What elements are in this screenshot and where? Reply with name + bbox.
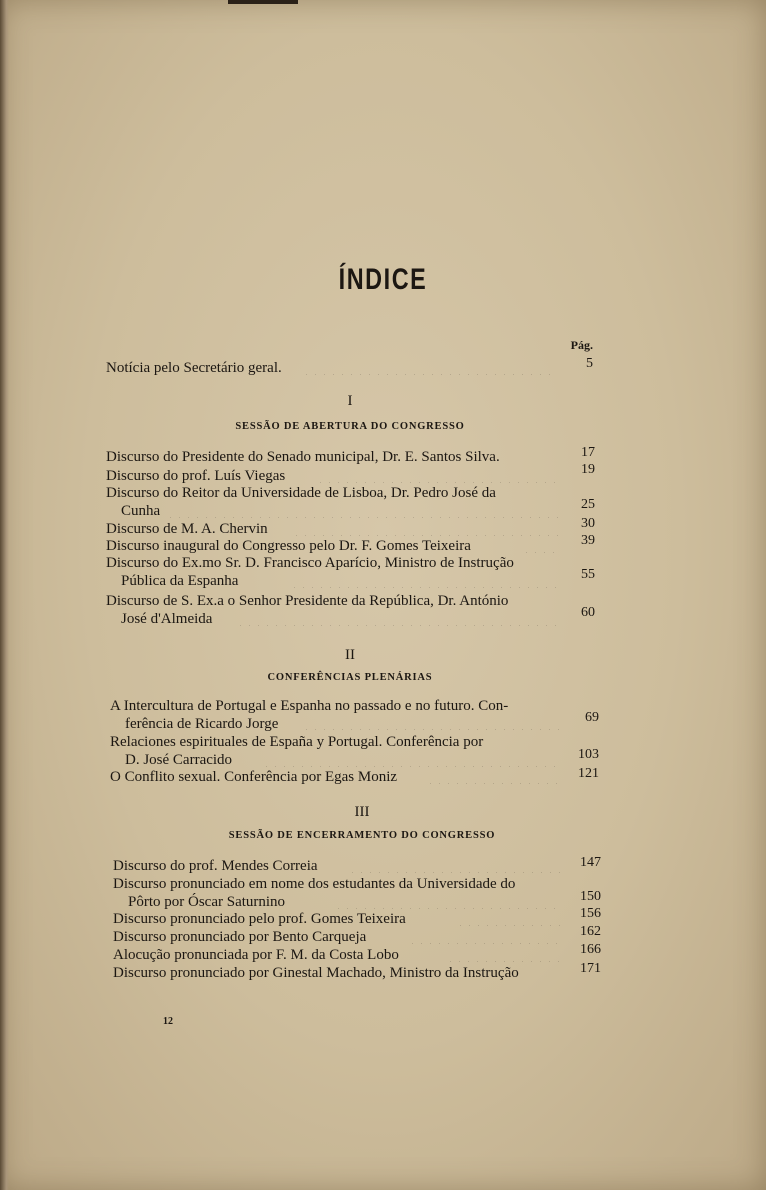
toc-page-number: 25 <box>581 497 595 512</box>
dot-leader <box>166 504 558 518</box>
toc-entry-label: D. José Carracido <box>125 752 233 768</box>
toc-page-number: 162 <box>580 924 601 939</box>
dot-leader <box>334 895 562 909</box>
dot-leader <box>302 716 560 730</box>
toc-entry-label: Notícia pelo Secretário geral. <box>106 360 282 376</box>
dot-leader <box>292 522 558 536</box>
toc-entry-label: Discurso de M. A. Chervin <box>106 521 268 537</box>
dot-leader <box>348 859 562 873</box>
toc-entry-label: Discurso pronunciado por Ginestal Machado, Ministro da Instrução <box>113 965 519 981</box>
page-column-label: Pág. <box>570 338 593 352</box>
section-heading: CONFERÊNCIAS PLENÁRIAS <box>267 672 433 683</box>
toc-entry-label: Discurso do Ex.mo Sr. D. Francisco Aparício, Ministro de Instrução <box>106 555 514 571</box>
toc-entry-label: Cunha <box>121 503 161 519</box>
toc-entry-label: O Conflito sexual. Conferência por Egas Moniz <box>110 769 398 785</box>
toc-entry-label: Pôrto por Óscar Saturnino <box>128 894 286 910</box>
toc-page-number: 30 <box>581 516 595 531</box>
section-numeral: II <box>345 647 355 663</box>
toc-page-number: 103 <box>578 747 599 762</box>
toc-entry-label: Discurso de S. Ex.a o Senhor Presidente da República, Dr. António <box>106 593 509 609</box>
toc-entry-label: Discurso pronunciado em nome dos estudantes da Universidade do <box>113 876 516 892</box>
dot-leader <box>408 930 562 944</box>
toc-entry-label: Alocução pronunciada por F. M. da Costa Lobo <box>113 947 399 963</box>
toc-page-number: 17 <box>581 445 595 460</box>
dot-leader <box>522 539 558 553</box>
toc-page-number: 121 <box>578 766 599 781</box>
toc-page-number: 60 <box>581 605 595 620</box>
toc-page-number: 69 <box>585 710 599 725</box>
toc-entry-label: A Intercultura de Portugal e Espanha no passado e no futuro. Con- <box>110 698 509 714</box>
toc-page-number: 171 <box>580 961 601 976</box>
toc-entry-label: Discurso pronunciado por Bento Carqueja <box>113 929 367 945</box>
dot-leader <box>262 753 560 767</box>
toc-page-number: 156 <box>580 906 601 921</box>
toc-entry[interactable] <box>113 964 593 982</box>
dot-leader <box>456 912 562 926</box>
toc-entry-label: Pública da Espanha <box>121 573 239 589</box>
printer-signature-mark: 12 <box>163 1016 173 1027</box>
page-title: ÍNDICE <box>338 263 428 296</box>
toc-entry[interactable] <box>106 448 586 466</box>
toc-page-number: 55 <box>581 567 595 582</box>
toc-page-number: 19 <box>581 462 595 477</box>
toc-entry-label: Discurso pronunciado pelo prof. Gomes Teixeira <box>113 911 406 927</box>
dot-leader <box>290 574 558 588</box>
top-edge-mark <box>228 0 298 4</box>
toc-entry[interactable] <box>106 537 586 555</box>
toc-entry-label: Discurso do Presidente do Senado municipal, Dr. E. Santos Silva. <box>106 449 500 465</box>
toc-page-number: 5 <box>586 356 593 371</box>
section-heading: SESSÃO DE ENCERRAMENTO DO CONGRESSO <box>228 830 496 841</box>
toc-entry-label: Discurso do prof. Mendes Correia <box>113 858 318 874</box>
toc-entry-label: Discurso inaugural do Congresso pelo Dr. F. Gomes Teixeira <box>106 538 471 554</box>
toc-entry-label: Discurso do Reitor da Universidade de Lisboa, Dr. Pedro José da <box>106 485 496 501</box>
toc-page-number: 147 <box>580 855 601 870</box>
toc-entry-label: ferência de Ricardo Jorge <box>125 716 279 732</box>
dot-leader <box>236 612 558 626</box>
toc-page-number: 166 <box>580 942 601 957</box>
dot-leader <box>316 469 558 483</box>
page-binding-edge <box>0 0 9 1190</box>
toc-page-number: 150 <box>580 889 601 904</box>
dot-leader <box>302 361 557 375</box>
section-heading: SESSÃO DE ABERTURA DO CONGRESSO <box>235 421 465 432</box>
section-numeral: III <box>354 804 370 820</box>
toc-entry-label: Relaciones espirituales de España y Portugal. Conferência por <box>110 734 484 750</box>
section-numeral: I <box>347 393 353 409</box>
dot-leader <box>426 770 560 784</box>
toc-entry-label: José d'Almeida <box>121 611 213 627</box>
toc-page-number: 39 <box>581 533 595 548</box>
dot-leader <box>446 948 562 962</box>
toc-entry-label: Discurso do prof. Luís Viegas <box>106 468 286 484</box>
